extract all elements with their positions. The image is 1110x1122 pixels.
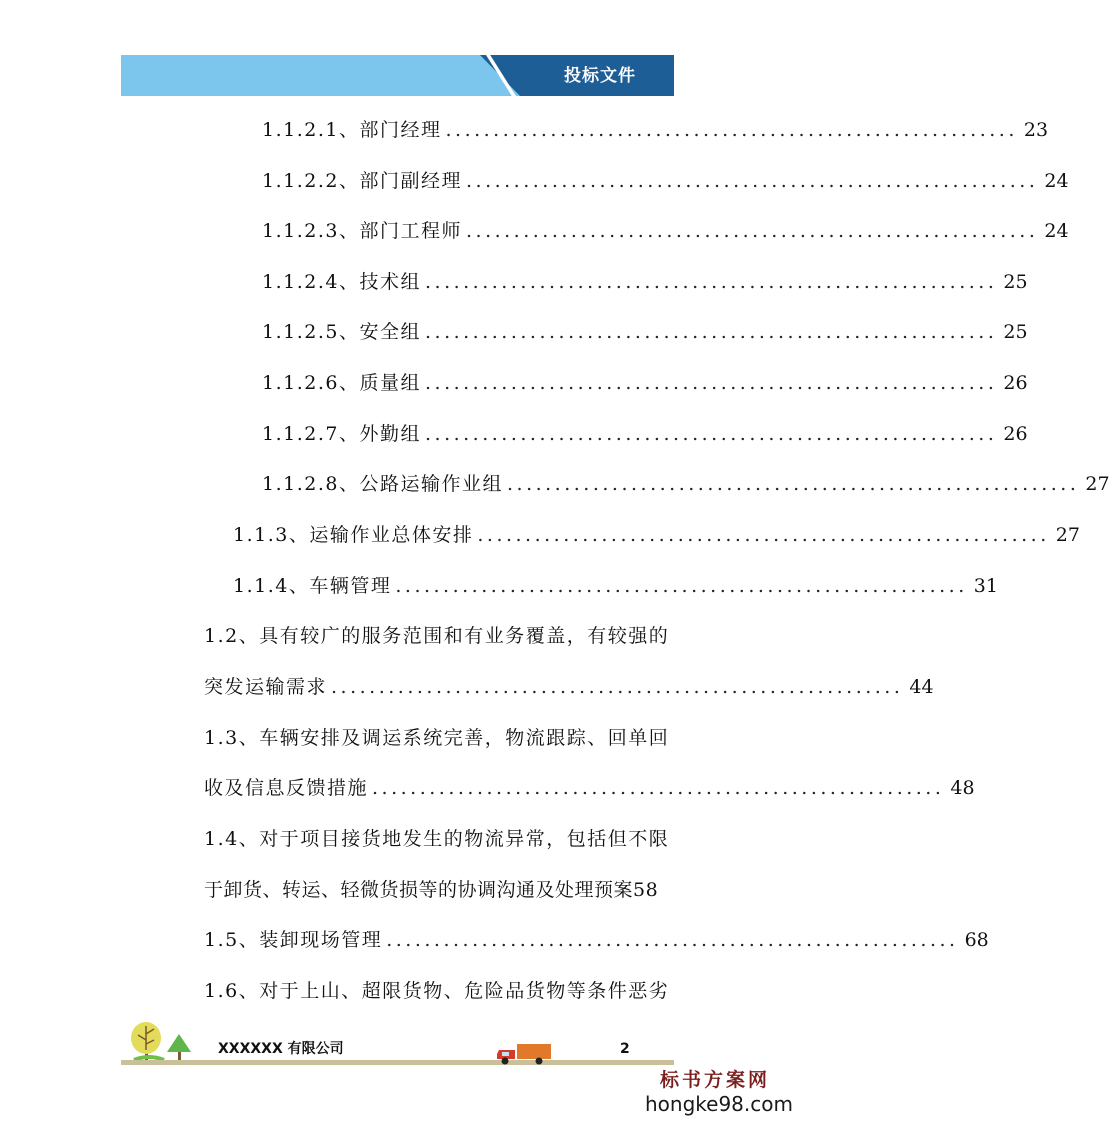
toc-entry-first-line[interactable]: 1.6、对于上山、超限货物、危险品货物等条件恶劣 [204, 980, 670, 1002]
toc-entry[interactable] [204, 773, 975, 803]
toc-page-number: 68 [964, 929, 989, 951]
toc-entry[interactable] [262, 267, 1028, 297]
toc-entry[interactable] [262, 115, 1049, 145]
toc-entry[interactable] [262, 419, 1028, 449]
toc-leader-dots: ............................................................ [395, 575, 968, 597]
toc-entry-label: 1.1.2.5、安全组 [262, 321, 421, 343]
toc-leader-dots: ............................................................ [424, 321, 998, 343]
toc-leader-dots: ............................................................ [424, 372, 998, 394]
toc-entry[interactable] [233, 520, 1080, 550]
toc-page-number: 25 [1003, 271, 1028, 293]
toc-entry[interactable] [262, 216, 1069, 246]
toc-page-number: 25 [1003, 321, 1028, 343]
toc-entry[interactable] [262, 317, 1028, 347]
toc-entry-label: 突发运输需求 [204, 676, 328, 698]
toc-entry-label: 收及信息反馈措施 [204, 777, 369, 799]
toc-leader-dots: ............................................................ [331, 676, 904, 698]
header-title: 投标文件 [564, 66, 636, 86]
toc-entry[interactable] [204, 672, 934, 702]
toc-leader-dots: ............................................................ [477, 524, 1050, 546]
watermark-title: 标书方案网 [660, 1069, 771, 1091]
toc-entry-label: 1.1.2.3、部门工程师 [262, 220, 462, 242]
toc-entry-label: 1.1.3、运输作业总体安排 [233, 524, 474, 546]
toc-entry[interactable] [262, 166, 1069, 196]
toc-entry-label: 1.1.2.2、部门副经理 [262, 170, 462, 192]
toc-entry[interactable] [204, 925, 989, 955]
toc-page-number: 26 [1003, 423, 1028, 445]
watermark-url[interactable]: hongke98.com [645, 1092, 793, 1116]
toc-page-number: 24 [1044, 220, 1069, 242]
toc-entry-label: 1.1.2.7、外勤组 [262, 423, 421, 445]
toc-entry-label: 1.1.2.1、部门经理 [262, 119, 442, 141]
toc-leader-dots: ............................................................ [386, 929, 959, 951]
toc-entry-label: 1.1.2.6、质量组 [262, 372, 421, 394]
toc-leader-dots: ............................................................ [424, 271, 998, 293]
toc-entry-label: 1.1.2.8、公路运输作业组 [262, 473, 503, 495]
toc-leader-dots: ............................................................ [445, 119, 1018, 141]
footer-page-number: 2 [620, 1041, 630, 1057]
toc-leader-dots: ............................................................ [465, 170, 1039, 192]
toc-entry[interactable] [262, 469, 1110, 499]
toc-entry-first-line[interactable]: 1.2、具有较广的服务范围和有业务覆盖，有较强的 [204, 625, 670, 647]
toc-page-number: 23 [1023, 119, 1049, 141]
toc-leader-dots: ............................................................ [465, 220, 1039, 242]
toc-page-number: 27 [1055, 524, 1080, 546]
toc-entry-second-line[interactable]: 于卸货、转运、轻微货损等的协调沟通及处理预案58 [204, 879, 659, 901]
footer-company-name: XXXXXX 有限公司 [218, 1041, 344, 1057]
toc-entry[interactable] [233, 571, 998, 601]
toc-entry-label: 1.1.4、车辆管理 [233, 575, 392, 597]
toc-page-number: 24 [1044, 170, 1069, 192]
toc-entry-label: 1.1.2.4、技术组 [262, 271, 421, 293]
footer-rule [121, 1060, 674, 1065]
truck-icon [495, 1042, 553, 1066]
toc-entry-first-line[interactable]: 1.4、对于项目接货地发生的物流异常，包括但不限 [204, 828, 670, 850]
toc-page-number: 31 [973, 575, 998, 597]
toc-entry-label: 1.5、装卸现场管理 [204, 929, 383, 951]
trees-icon [124, 1020, 199, 1065]
toc-entry-first-line[interactable]: 1.3、车辆安排及调运系统完善，物流跟踪、回单回 [204, 727, 670, 749]
toc-page-number: 27 [1085, 473, 1110, 495]
toc-entry[interactable] [262, 368, 1028, 398]
toc-page-number: 48 [950, 777, 975, 799]
toc-leader-dots: ............................................................ [372, 777, 945, 799]
toc-page-number: 26 [1003, 372, 1028, 394]
toc-leader-dots: ............................................................ [424, 423, 998, 445]
toc-page-number: 44 [909, 676, 934, 698]
toc-leader-dots: ............................................................ [506, 473, 1080, 495]
